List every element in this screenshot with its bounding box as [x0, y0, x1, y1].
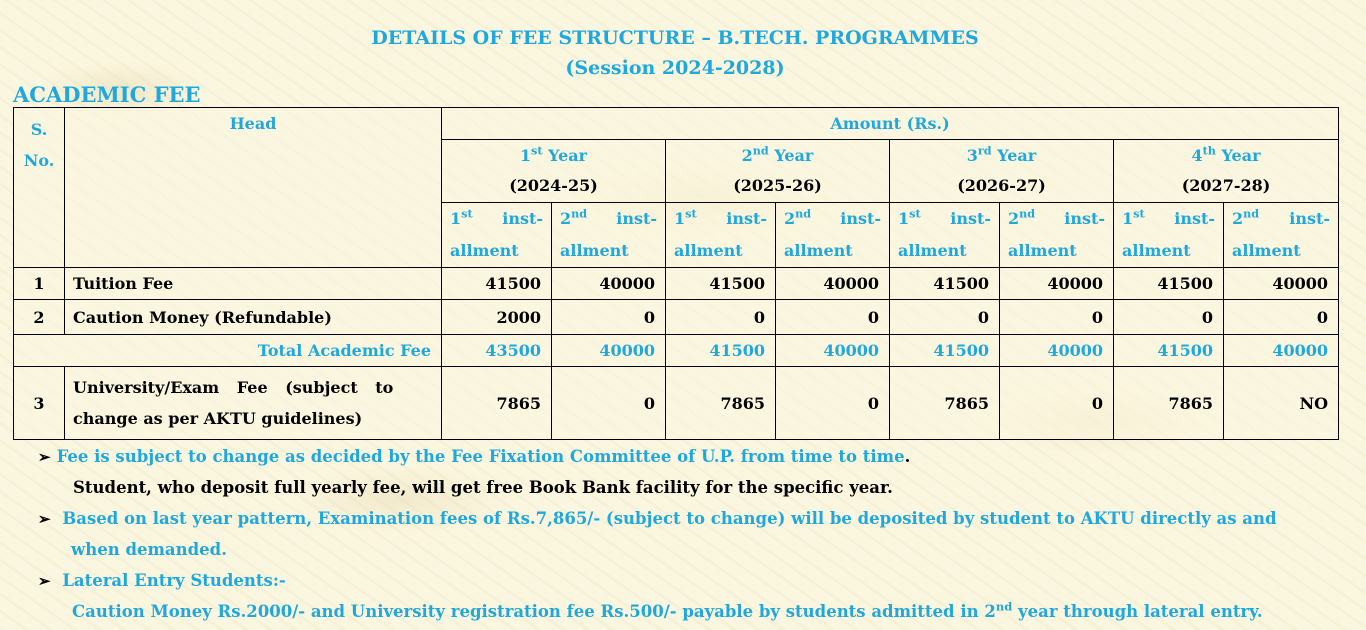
installment-2-header: 2nd inst- allment — [552, 203, 666, 268]
arrow-bullet-icon: ➢ — [38, 510, 51, 528]
note-1: ➢ Fee is subject to change as decided by the Fee Fixation Committee of U.P. from time to time. — [38, 447, 911, 466]
installment-2-header: 2nd inst- allment — [776, 203, 890, 268]
note-4: ➢ Lateral Entry Students:- — [38, 571, 286, 590]
table-row: 2 Caution Money (Refundable) 2000 0 0 0 0 0 0 0 — [14, 300, 1339, 335]
table-row: 3 University/Exam Fee (subject to change as per AKTU guidelines) 7865 0 7865 0 7865 0 7865 NO — [14, 367, 1339, 440]
note-3-continued: when demanded. — [71, 540, 227, 559]
year-4-header: 4th Year (2027-28) — [1114, 140, 1339, 203]
note-3: ➢ Based on last year pattern, Examination fees of Rs.7,865/- (subject to change) will be deposited by student to AKTU directly as and — [38, 509, 1277, 528]
installment-1-header: 1st inst- allment — [890, 203, 1000, 268]
page-title: DETAILS OF FEE STRUCTURE – B.TECH. PROGRAMMES — [371, 27, 979, 49]
installment-1-header: 1st inst- allment — [1114, 203, 1224, 268]
exam-head-line-1: University/Exam Fee (subject to — [73, 378, 394, 397]
installment-1-header: 1st inst- allment — [442, 203, 552, 268]
installment-1-header: 1st inst- allment — [666, 203, 776, 268]
year-2-header: 2nd Year (2025-26) — [666, 140, 890, 203]
arrow-bullet-icon: ➢ — [38, 448, 51, 466]
amount-header: Amount (Rs.) — [442, 108, 1339, 140]
sno-header: S. No. — [14, 108, 65, 268]
year-3-header: 3rd Year (2026-27) — [890, 140, 1114, 203]
year-1-header: 1st Year (2024-25) — [442, 140, 666, 203]
total-row: Total Academic Fee 43500 40000 41500 40000 41500 40000 41500 40000 — [14, 335, 1339, 367]
installment-2-header: 2nd inst- allment — [1000, 203, 1114, 268]
head-header: Head — [65, 108, 442, 268]
note-5: Caution Money Rs.2000/- and University registration fee Rs.500/- payable by students admitted in 2nd year through lateral entry. — [72, 599, 1263, 621]
table-row: 1 Tuition Fee 41500 40000 41500 40000 41500 40000 41500 40000 — [14, 268, 1339, 300]
note-2: Student, who deposit full yearly fee, will get free Book Bank facility for the specific year. — [73, 478, 893, 497]
exam-head-line-2: change as per AKTU guidelines) — [73, 409, 363, 428]
session-subtitle: (Session 2024-2028) — [565, 57, 785, 79]
fee-table — [13, 107, 1339, 440]
installment-2-header: 2nd inst- allment — [1224, 203, 1339, 268]
arrow-bullet-icon: ➢ — [38, 572, 51, 590]
section-heading: ACADEMIC FEE — [13, 82, 201, 107]
